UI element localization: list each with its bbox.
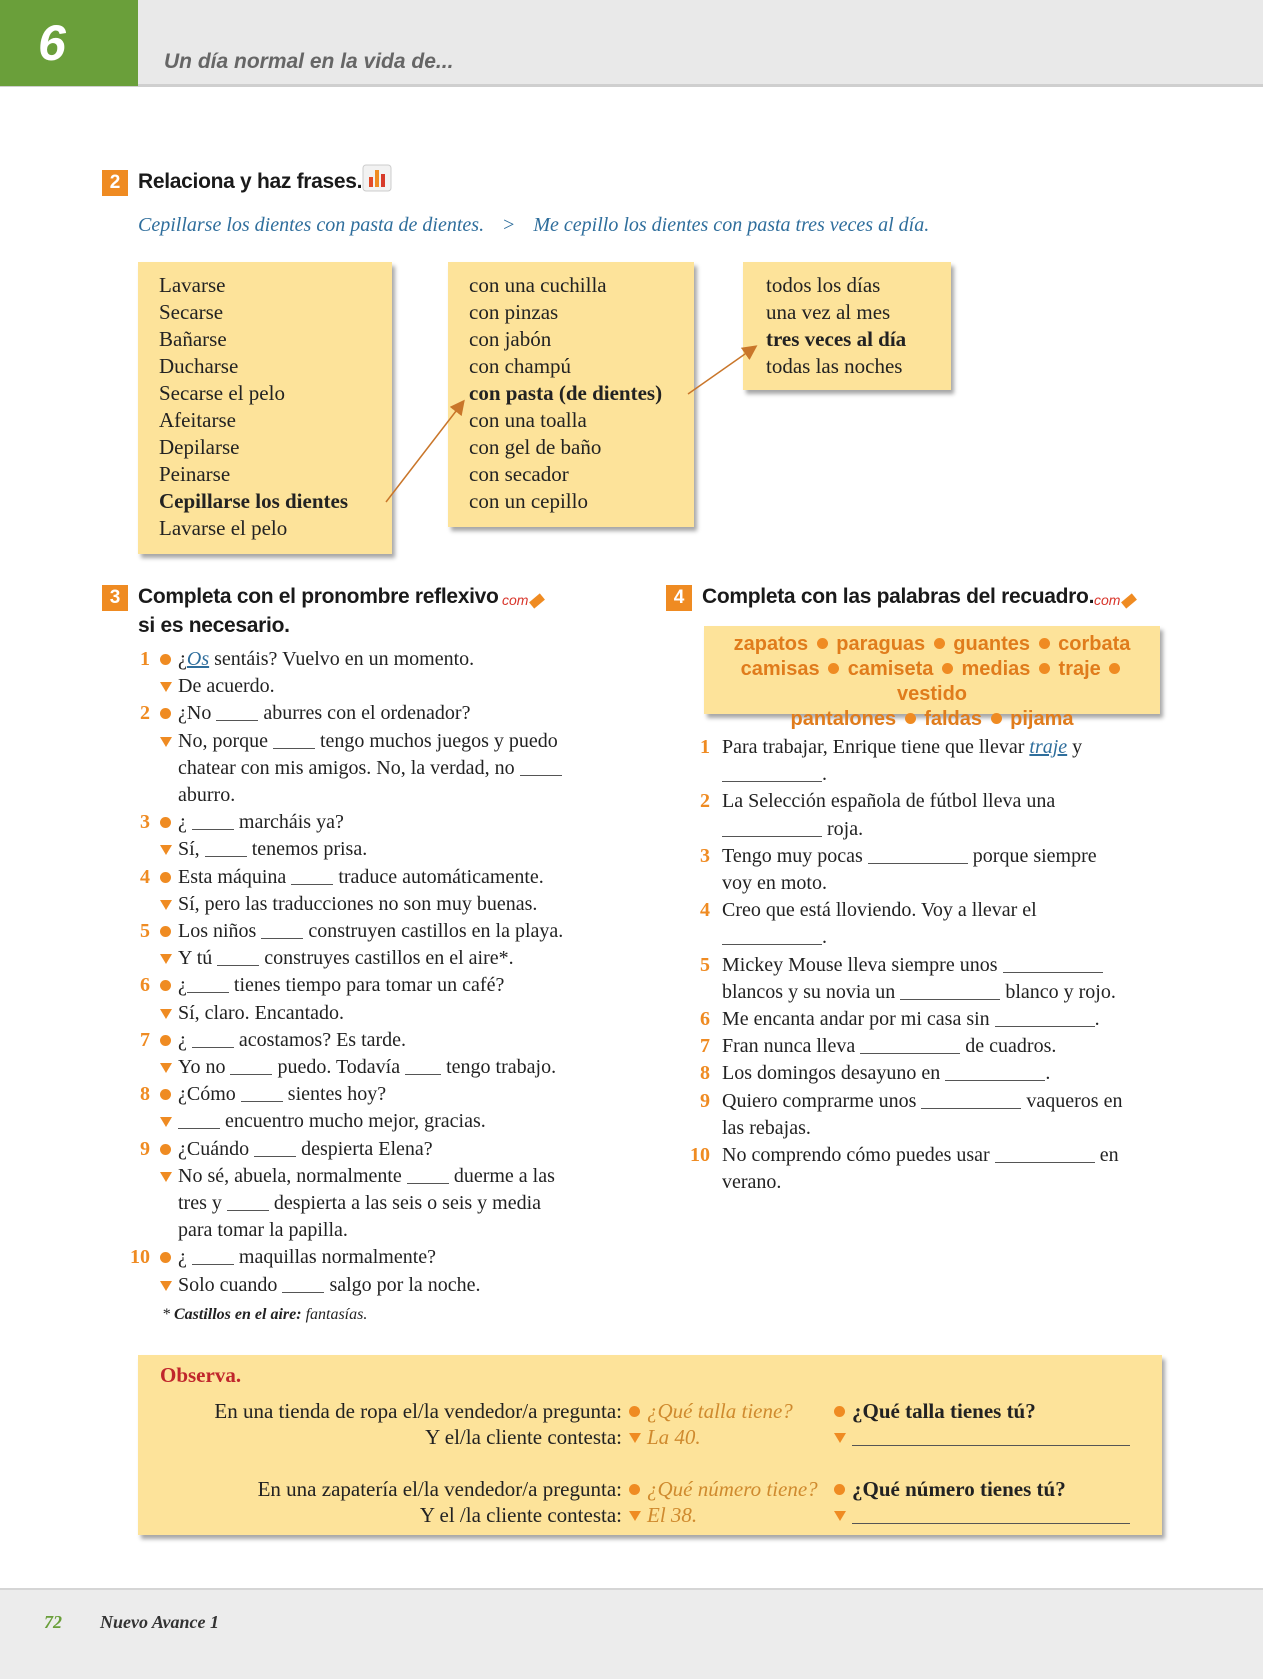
list-item: con jabón: [469, 327, 552, 351]
word-separator: [1109, 663, 1120, 674]
answer-blank[interactable]: [852, 1427, 1130, 1446]
item-number: 10: [690, 1144, 710, 1167]
answer-blank[interactable]: [405, 1074, 441, 1075]
personal-question: ¿Qué número tienes tú?: [852, 1477, 1066, 1501]
item-text: No sé, abuela, normalmente: [178, 1164, 407, 1187]
footnote-star: *: [162, 1306, 170, 1323]
answer-blank[interactable]: [192, 829, 234, 830]
word-row: [704, 707, 1160, 732]
answer-blank[interactable]: [860, 1053, 960, 1054]
speaker-b-bullet: [160, 900, 172, 910]
arrow-instrument-to-frequency: [688, 347, 755, 394]
list-item: Secarse: [159, 300, 224, 324]
speaker-a-bullet: [629, 1484, 640, 1495]
list-item: [690, 979, 1190, 1006]
speaker-b-bullet: [834, 1433, 846, 1443]
personal-question: ¿Qué talla tienes tú?: [852, 1399, 1036, 1423]
speaker-b-bullet: [834, 1511, 846, 1521]
word-row: [704, 657, 1160, 707]
list-item: [128, 945, 628, 972]
speaker-b-bullet: [160, 737, 172, 747]
list-item: Depilarse: [159, 435, 240, 459]
item-text: despierta a las seis o seis y media: [268, 1192, 542, 1215]
ex4-items: [690, 734, 1190, 1196]
item-text: Sí,: [178, 838, 205, 861]
pencil-icon-label: com: [1094, 592, 1121, 608]
example-answer: El 38.: [647, 1503, 698, 1527]
item-text: ¿: [178, 1246, 192, 1269]
ex2-example-arrow: >: [503, 214, 515, 236]
list-item: [690, 843, 1190, 870]
list-item: [690, 734, 1190, 761]
list-item: [690, 1169, 1190, 1196]
item-text: Sí, claro. Encantado.: [178, 1001, 345, 1024]
word-separator: [1039, 638, 1050, 649]
speaker-a-bullet: [834, 1406, 845, 1417]
speaker-b-bullet: [629, 1511, 641, 1521]
pencil-icon: [1094, 592, 1136, 608]
item-number: 3: [700, 844, 710, 867]
item-number: 2: [140, 702, 150, 725]
item-text: Quiero comprarme unos: [722, 1089, 922, 1112]
item-text: sentáis? Vuelvo en un momento.: [209, 648, 475, 670]
item-number: 9: [700, 1089, 710, 1112]
list-item: [128, 673, 628, 700]
answer-blank[interactable]: [900, 999, 1000, 1000]
list-item: [690, 788, 1190, 815]
list-item: Bañarse: [159, 327, 227, 351]
answer-blank[interactable]: [217, 965, 259, 966]
speaker-a-bullet: [160, 1035, 171, 1046]
answer-blank[interactable]: [995, 1162, 1095, 1163]
observa-row2-question-label: En una zapatería el/la vendedor/a pregunta:: [257, 1477, 622, 1501]
item-text: para tomar la papilla.: [178, 1219, 348, 1242]
list-item: Lavarse el pelo: [159, 516, 288, 540]
list-item: [690, 816, 1190, 843]
answer-blank[interactable]: [254, 1156, 296, 1157]
word-separator: [817, 638, 828, 649]
list-item: con pasta (de dientes): [469, 381, 663, 405]
answer-blank[interactable]: [722, 944, 822, 945]
item-text: porque siempre: [967, 844, 1097, 867]
list-item: [690, 924, 1190, 951]
item-text: ¿: [178, 1028, 192, 1051]
item-text: .: [822, 763, 827, 786]
speaker-a-bullet: [160, 1252, 171, 1263]
observa-row1-answer-label: Y el/la cliente contesta:: [425, 1425, 622, 1449]
footnote-term: Castillos en el aire:: [174, 1306, 302, 1323]
item-number: 5: [140, 920, 150, 943]
observa-row1-question: [629, 1399, 793, 1424]
observa-row1-answer: [629, 1425, 701, 1450]
speaker-b-bullet: [160, 845, 172, 855]
page-number: 72: [44, 1612, 62, 1632]
answer-blank[interactable]: [282, 1292, 324, 1293]
pencil-icon: [502, 592, 544, 608]
pencil-icon-label: com: [502, 592, 529, 608]
observa-row2-right: [834, 1477, 1066, 1502]
item-text: blanco y rojo.: [1000, 980, 1116, 1003]
item-text: salgo por la noche.: [324, 1273, 481, 1296]
item-text: chatear con mis amigos. No, la verdad, no: [178, 756, 520, 779]
list-item: [128, 1027, 628, 1054]
item-number: 7: [700, 1035, 710, 1058]
answer-blank[interactable]: [945, 1080, 1045, 1081]
word-item: pantalones: [790, 708, 897, 730]
speaker-b-bullet: [629, 1433, 641, 1443]
observa-row2-answer-label: Y el /la cliente contesta:: [419, 1503, 622, 1527]
list-item: una vez al mes: [766, 300, 891, 324]
word-item: camiseta: [847, 658, 934, 680]
item-text: ¿Cuándo: [178, 1137, 255, 1160]
word-separator: [942, 663, 953, 674]
item-text: La Selección española de fútbol lleva una: [722, 790, 1056, 813]
page-footer: [0, 1588, 1263, 1679]
list-item: [128, 864, 628, 891]
speaker-a-bullet: [160, 708, 171, 719]
list-item: Peinarse: [159, 462, 231, 486]
answer-blank[interactable]: [291, 884, 333, 885]
list-item: todas las noches: [766, 354, 903, 378]
list-item: con champú: [469, 354, 572, 378]
book-title: Nuevo Avance 1: [100, 1612, 219, 1632]
item-text: tienes tiempo para tomar un café?: [228, 974, 505, 997]
item-text: Esta máquina: [178, 865, 292, 888]
ex3-title-line2: si es necesario.: [138, 614, 290, 637]
item-number: 4: [700, 899, 710, 922]
ex2-example-right: Me cepillo los dientes con pasta tres veces al día.: [533, 214, 930, 236]
list-item: [128, 1081, 628, 1108]
answer-blank[interactable]: [520, 775, 562, 776]
observa-row1-right-answer: [834, 1425, 1130, 1450]
item-text: duerme a las: [448, 1164, 555, 1187]
ex4-title: Completa con las palabras del recuadro.: [702, 585, 1095, 608]
word-row: [704, 632, 1160, 657]
ex3-title-line1: Completa con el pronombre reflexivo: [138, 585, 499, 608]
item-number: 5: [700, 953, 710, 976]
answer-blank[interactable]: [722, 836, 822, 837]
item-text: tengo trabajo.: [441, 1056, 557, 1079]
observa-row2-right-answer: [834, 1503, 1130, 1528]
list-item: [128, 646, 628, 673]
arrow-verb-to-instrument: [386, 402, 463, 502]
speaker-b-bullet: [160, 1117, 172, 1127]
word-separator: [934, 638, 945, 649]
item-text: acostamos? Es tarde.: [233, 1028, 407, 1051]
item-text: tres y: [178, 1192, 227, 1215]
observa-row1-question-label: En una tienda de ropa el/la vendedor/a pregunta:: [214, 1399, 622, 1423]
word-item: zapatos: [733, 633, 809, 655]
item-text: De acuerdo.: [178, 675, 275, 698]
word-separator: [905, 713, 916, 724]
ex2-example-left: Cepillarse los dientes con pasta de dientes.: [138, 214, 485, 236]
answer-blank[interactable]: [407, 1183, 449, 1184]
word-item: paraguas: [836, 633, 926, 655]
item-text: ¿: [178, 648, 187, 670]
word-item: vestido: [896, 683, 968, 705]
list-item: [690, 897, 1190, 924]
item-text: vaqueros en: [1021, 1089, 1123, 1112]
list-item: [690, 1060, 1190, 1087]
answer-text: Os: [186, 648, 210, 670]
ex4-number: 4: [666, 585, 692, 611]
item-text: roja.: [822, 817, 864, 840]
item-text: marcháis ya?: [233, 811, 344, 834]
item-number: 6: [700, 1008, 710, 1031]
observa-row2-answer: [629, 1503, 697, 1528]
item-text: Los domingos desayuno en: [722, 1062, 946, 1085]
word-item: pijama: [1010, 708, 1074, 730]
item-text: aburres con el ordenador?: [258, 702, 471, 725]
list-item: [128, 1217, 628, 1244]
item-number: 4: [140, 865, 150, 888]
item-text: Y tú: [178, 947, 218, 970]
item-number: 3: [140, 811, 150, 834]
item-text: Fran nunca lleva: [722, 1035, 861, 1058]
answer-blank[interactable]: [205, 856, 247, 857]
list-item: [128, 1244, 628, 1271]
item-number: 7: [140, 1028, 150, 1051]
list-item: con una toalla: [469, 408, 587, 432]
speaker-a-bullet: [160, 654, 171, 665]
item-text: Me encanta andar por mi casa sin: [722, 1008, 995, 1031]
item-text: .: [1094, 1008, 1100, 1031]
list-item: Secarse el pelo: [159, 381, 285, 405]
item-text: Solo cuando: [178, 1273, 283, 1296]
item-text: No, porque: [178, 729, 273, 752]
word-item: traje: [1058, 658, 1101, 680]
list-item: [690, 1115, 1190, 1142]
speaker-b-bullet: [160, 1172, 172, 1182]
word-item: corbata: [1058, 633, 1131, 655]
speaker-b-bullet: [160, 954, 172, 964]
ex2-number: 2: [102, 170, 128, 196]
speaker-b-bullet: [160, 1009, 172, 1019]
word-item: guantes: [953, 633, 1030, 655]
item-text: sientes hoy?: [282, 1083, 387, 1106]
answer-blank[interactable]: [868, 863, 968, 864]
answer-blank[interactable]: [187, 992, 229, 993]
answer-blank[interactable]: [178, 1128, 220, 1129]
item-text: .: [822, 926, 827, 949]
unit-title: Un día normal en la vida de...: [164, 50, 454, 73]
list-item: [128, 728, 628, 755]
word-separator: [828, 663, 839, 674]
list-item: [128, 700, 628, 727]
list-item: [128, 918, 628, 945]
list-item: [690, 1033, 1190, 1060]
list-item: [690, 761, 1190, 788]
item-number: 8: [700, 1062, 710, 1085]
list-item: [128, 972, 628, 999]
item-text: No comprendo cómo puedes usar: [722, 1144, 995, 1167]
ex4-word-box: [704, 626, 1160, 730]
speaker-a-bullet: [834, 1484, 845, 1495]
list-item: Afeitarse: [159, 408, 236, 432]
item-number: 2: [700, 790, 710, 813]
list-item: con un cepillo: [469, 489, 588, 513]
item-text: maquillas normalmente?: [233, 1246, 437, 1269]
item-text: despierta Elena?: [296, 1137, 433, 1160]
answer-blank[interactable]: [227, 1210, 269, 1211]
observa-title: Observa.: [160, 1363, 242, 1387]
item-text: Tengo muy pocas: [722, 844, 868, 867]
list-item: [128, 809, 628, 836]
item-text: ¿Cómo: [178, 1083, 241, 1106]
list-item: Ducharse: [159, 354, 239, 378]
observa-row1-right: [834, 1399, 1036, 1424]
ex3-footnote: [162, 1306, 367, 1324]
list-item: [128, 1136, 628, 1163]
list-item: [128, 1000, 628, 1027]
item-text: Mickey Mouse lleva siempre unos: [722, 953, 1003, 976]
item-text: de cuadros.: [960, 1035, 1057, 1058]
answer-blank[interactable]: [261, 938, 303, 939]
list-item: [690, 870, 1190, 897]
observa-row2-question: [629, 1477, 818, 1502]
observa-box: [138, 1355, 1162, 1535]
list-item: [690, 1142, 1190, 1169]
answer-text: traje: [1029, 736, 1068, 758]
ex2-title: Relaciona y haz frases.: [138, 170, 363, 193]
item-text: voy en moto.: [722, 872, 827, 895]
answer-blank[interactable]: [852, 1505, 1130, 1524]
item-number: 10: [130, 1246, 150, 1269]
list-item: [128, 1163, 628, 1190]
item-text: tenemos prisa.: [246, 838, 368, 861]
item-number: 1: [700, 736, 710, 758]
speaker-a-bullet: [160, 817, 171, 828]
speaker-b-bullet: [160, 1281, 172, 1291]
item-text: traduce automáticamente.: [333, 865, 544, 888]
item-text: tengo muchos juegos y puedo: [314, 729, 558, 752]
item-text: Yo no: [178, 1056, 231, 1079]
list-item: [690, 1088, 1190, 1115]
item-text: y: [1067, 736, 1083, 758]
answer-blank[interactable]: [241, 1101, 283, 1102]
answer-blank[interactable]: [722, 781, 822, 782]
speaker-a-bullet: [629, 1406, 640, 1417]
list-item: con secador: [469, 462, 569, 486]
speaker-a-bullet: [160, 1089, 171, 1100]
item-text: ¿No: [178, 702, 217, 725]
item-text: Sí, pero las traducciones no son muy buenas.: [178, 892, 538, 915]
answer-blank[interactable]: [273, 748, 315, 749]
list-item: [690, 1006, 1190, 1033]
list-item: [128, 782, 628, 809]
word-separator: [991, 713, 1002, 724]
speaker-b-bullet: [160, 1063, 172, 1073]
speaker-a-bullet: [160, 980, 171, 991]
list-item: con una cuchilla: [469, 273, 607, 297]
list-item: [128, 755, 628, 782]
item-text: verano.: [722, 1171, 782, 1194]
list-item: [128, 891, 628, 918]
item-text: puedo. Todavía: [272, 1056, 406, 1079]
item-text: ¿: [178, 811, 192, 834]
list-item: [128, 836, 628, 863]
item-number: 9: [140, 1137, 150, 1160]
list-item: Lavarse: [159, 273, 226, 297]
item-text: Para trabajar, Enrique tiene que llevar: [722, 736, 1030, 758]
example-answer: La 40.: [647, 1425, 701, 1449]
item-text: .: [1045, 1062, 1051, 1085]
speaker-a-bullet: [160, 926, 171, 937]
word-item: faldas: [924, 708, 983, 730]
list-item: Cepillarse los dientes: [159, 489, 348, 513]
footnote-definition: fantasías.: [301, 1306, 368, 1323]
item-text: Los niños: [178, 920, 262, 943]
item-text: encuentro mucho mejor, gracias.: [220, 1110, 486, 1133]
item-number: 8: [140, 1083, 150, 1106]
list-item: con pinzas: [469, 300, 559, 324]
item-text: blancos y su novia un: [722, 980, 901, 1003]
answer-blank[interactable]: [216, 720, 258, 721]
list-item: [128, 1272, 628, 1299]
item-number: 1: [140, 648, 150, 670]
ex3-items: [128, 646, 628, 1299]
item-text: construyen castillos en la playa.: [303, 920, 564, 943]
word-item: medias: [961, 658, 1031, 680]
item-text: Creo que está lloviendo. Voy a llevar el: [722, 899, 1037, 922]
unit-number: 6: [38, 15, 66, 71]
item-number: 6: [140, 974, 150, 997]
list-item: [690, 952, 1190, 979]
list-item: tres veces al día: [766, 327, 907, 351]
item-text: las rebajas.: [722, 1116, 811, 1139]
item-text: aburro.: [178, 784, 236, 807]
ex3-number: 3: [102, 585, 128, 611]
answer-blank[interactable]: [192, 1264, 234, 1265]
speaker-a-bullet: [160, 872, 171, 883]
example-question: ¿Qué talla tiene?: [647, 1399, 793, 1423]
speaker-a-bullet: [160, 1144, 171, 1155]
word-separator: [1039, 663, 1050, 674]
list-item: todos los días: [766, 273, 881, 297]
speaker-b-bullet: [160, 682, 172, 692]
item-text: en: [1094, 1144, 1119, 1167]
item-text: ¿: [178, 974, 187, 997]
list-item: [128, 1054, 628, 1081]
answer-blank[interactable]: [1003, 972, 1103, 973]
answer-blank[interactable]: [995, 1026, 1095, 1027]
list-item: [128, 1190, 628, 1217]
answer-blank[interactable]: [230, 1074, 272, 1075]
list-item: [128, 1108, 628, 1135]
item-text: construyes castillos en el aire*.: [259, 947, 514, 970]
word-item: camisas: [740, 658, 820, 680]
answer-blank[interactable]: [192, 1047, 234, 1048]
list-item: con gel de baño: [469, 435, 602, 459]
example-question: ¿Qué número tiene?: [647, 1477, 818, 1501]
answer-blank[interactable]: [921, 1108, 1021, 1109]
